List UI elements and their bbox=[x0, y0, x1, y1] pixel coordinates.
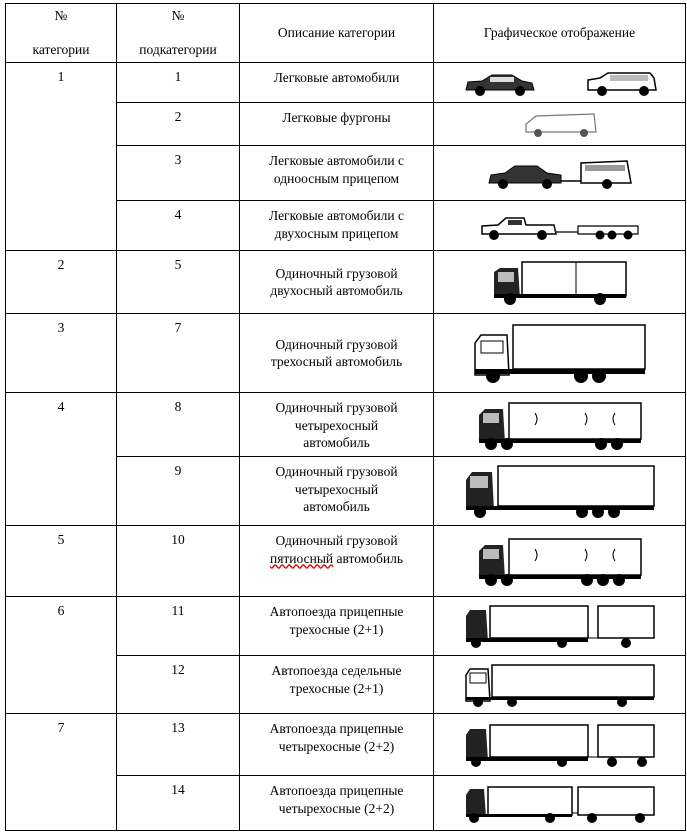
category-cell: 5 bbox=[6, 526, 117, 597]
description-cell: Автопоезда прицепные четырехосные (2+2) bbox=[240, 714, 434, 776]
four-axle-truck-alt-icon bbox=[434, 457, 686, 526]
table-row bbox=[6, 526, 686, 597]
subcategory-cell: 9 bbox=[117, 457, 240, 526]
description-cell: Автопоезда прицепные трехосные (2+1) bbox=[240, 597, 434, 656]
description-cell: Одиночный грузовой четырехосный автомобиль bbox=[240, 393, 434, 457]
subcategory-cell: 14 bbox=[117, 776, 240, 831]
road-train-trailer-2-2-alt-icon bbox=[434, 776, 686, 831]
header-description: Описание категории bbox=[240, 4, 434, 63]
vehicle-category-table bbox=[5, 3, 686, 831]
category-cell: 6 bbox=[6, 597, 117, 714]
table-header-row bbox=[6, 4, 686, 63]
semi-trailer-2-1-icon bbox=[434, 656, 686, 714]
subcategory-cell: 7 bbox=[117, 314, 240, 393]
category-cell: 1 bbox=[6, 63, 117, 251]
category-cell: 3 bbox=[6, 314, 117, 393]
header-subcategory-number: № подкатегории bbox=[117, 4, 240, 63]
header-category-number: № категории bbox=[6, 4, 117, 63]
table-row bbox=[6, 314, 686, 393]
road-train-trailer-2-1-icon bbox=[434, 597, 686, 656]
description-cell: Легковые автомобили с двухосным прицепом bbox=[240, 201, 434, 251]
description-cell: Одиночный грузовой пятиосный автомобиль bbox=[240, 526, 434, 597]
four-axle-truck-icon bbox=[434, 393, 686, 457]
five-axle-truck-icon bbox=[434, 526, 686, 597]
spellcheck-underlined-word: пятиосный bbox=[269, 550, 334, 566]
subcategory-cell: 10 bbox=[117, 526, 240, 597]
description-cell: Одиночный грузовой четырехосный автомобиль bbox=[240, 457, 434, 526]
table-row bbox=[6, 714, 686, 776]
subcategory-cell: 1 bbox=[117, 63, 240, 103]
subcategory-cell: 13 bbox=[117, 714, 240, 776]
category-cell: 7 bbox=[6, 714, 117, 831]
cars-icon bbox=[434, 63, 686, 103]
category-cell: 2 bbox=[6, 251, 117, 314]
description-cell: Автопоезда седельные трехосные (2+1) bbox=[240, 656, 434, 714]
category-cell: 4 bbox=[6, 393, 117, 526]
subcategory-cell: 8 bbox=[117, 393, 240, 457]
table-row bbox=[6, 63, 686, 103]
subcategory-cell: 3 bbox=[117, 146, 240, 201]
table-row bbox=[6, 393, 686, 457]
subcategory-cell: 5 bbox=[117, 251, 240, 314]
table-row bbox=[6, 597, 686, 656]
description-cell: Легковые фургоны bbox=[240, 103, 434, 146]
three-axle-truck-icon bbox=[434, 314, 686, 393]
two-axle-truck-icon bbox=[434, 251, 686, 314]
subcategory-cell: 11 bbox=[117, 597, 240, 656]
van-icon bbox=[434, 103, 686, 146]
description-cell: Легковые автомобили с одноосным прицепом bbox=[240, 146, 434, 201]
road-train-trailer-2-2-icon bbox=[434, 714, 686, 776]
description-cell: Автопоезда прицепные четырехосные (2+2) bbox=[240, 776, 434, 831]
pickup-two-axle-trailer-icon bbox=[434, 201, 686, 251]
subcategory-cell: 2 bbox=[117, 103, 240, 146]
table-row bbox=[6, 251, 686, 314]
description-cell: Одиночный грузовой двухосный автомобиль bbox=[240, 251, 434, 314]
description-cell: Легковые автомобили bbox=[240, 63, 434, 103]
subcategory-cell: 4 bbox=[117, 201, 240, 251]
subcategory-cell: 12 bbox=[117, 656, 240, 714]
car-single-axle-trailer-icon bbox=[434, 146, 686, 201]
description-cell: Одиночный грузовой трехосный автомобиль bbox=[240, 314, 434, 393]
header-graphic: Графическое отображение bbox=[434, 4, 686, 63]
